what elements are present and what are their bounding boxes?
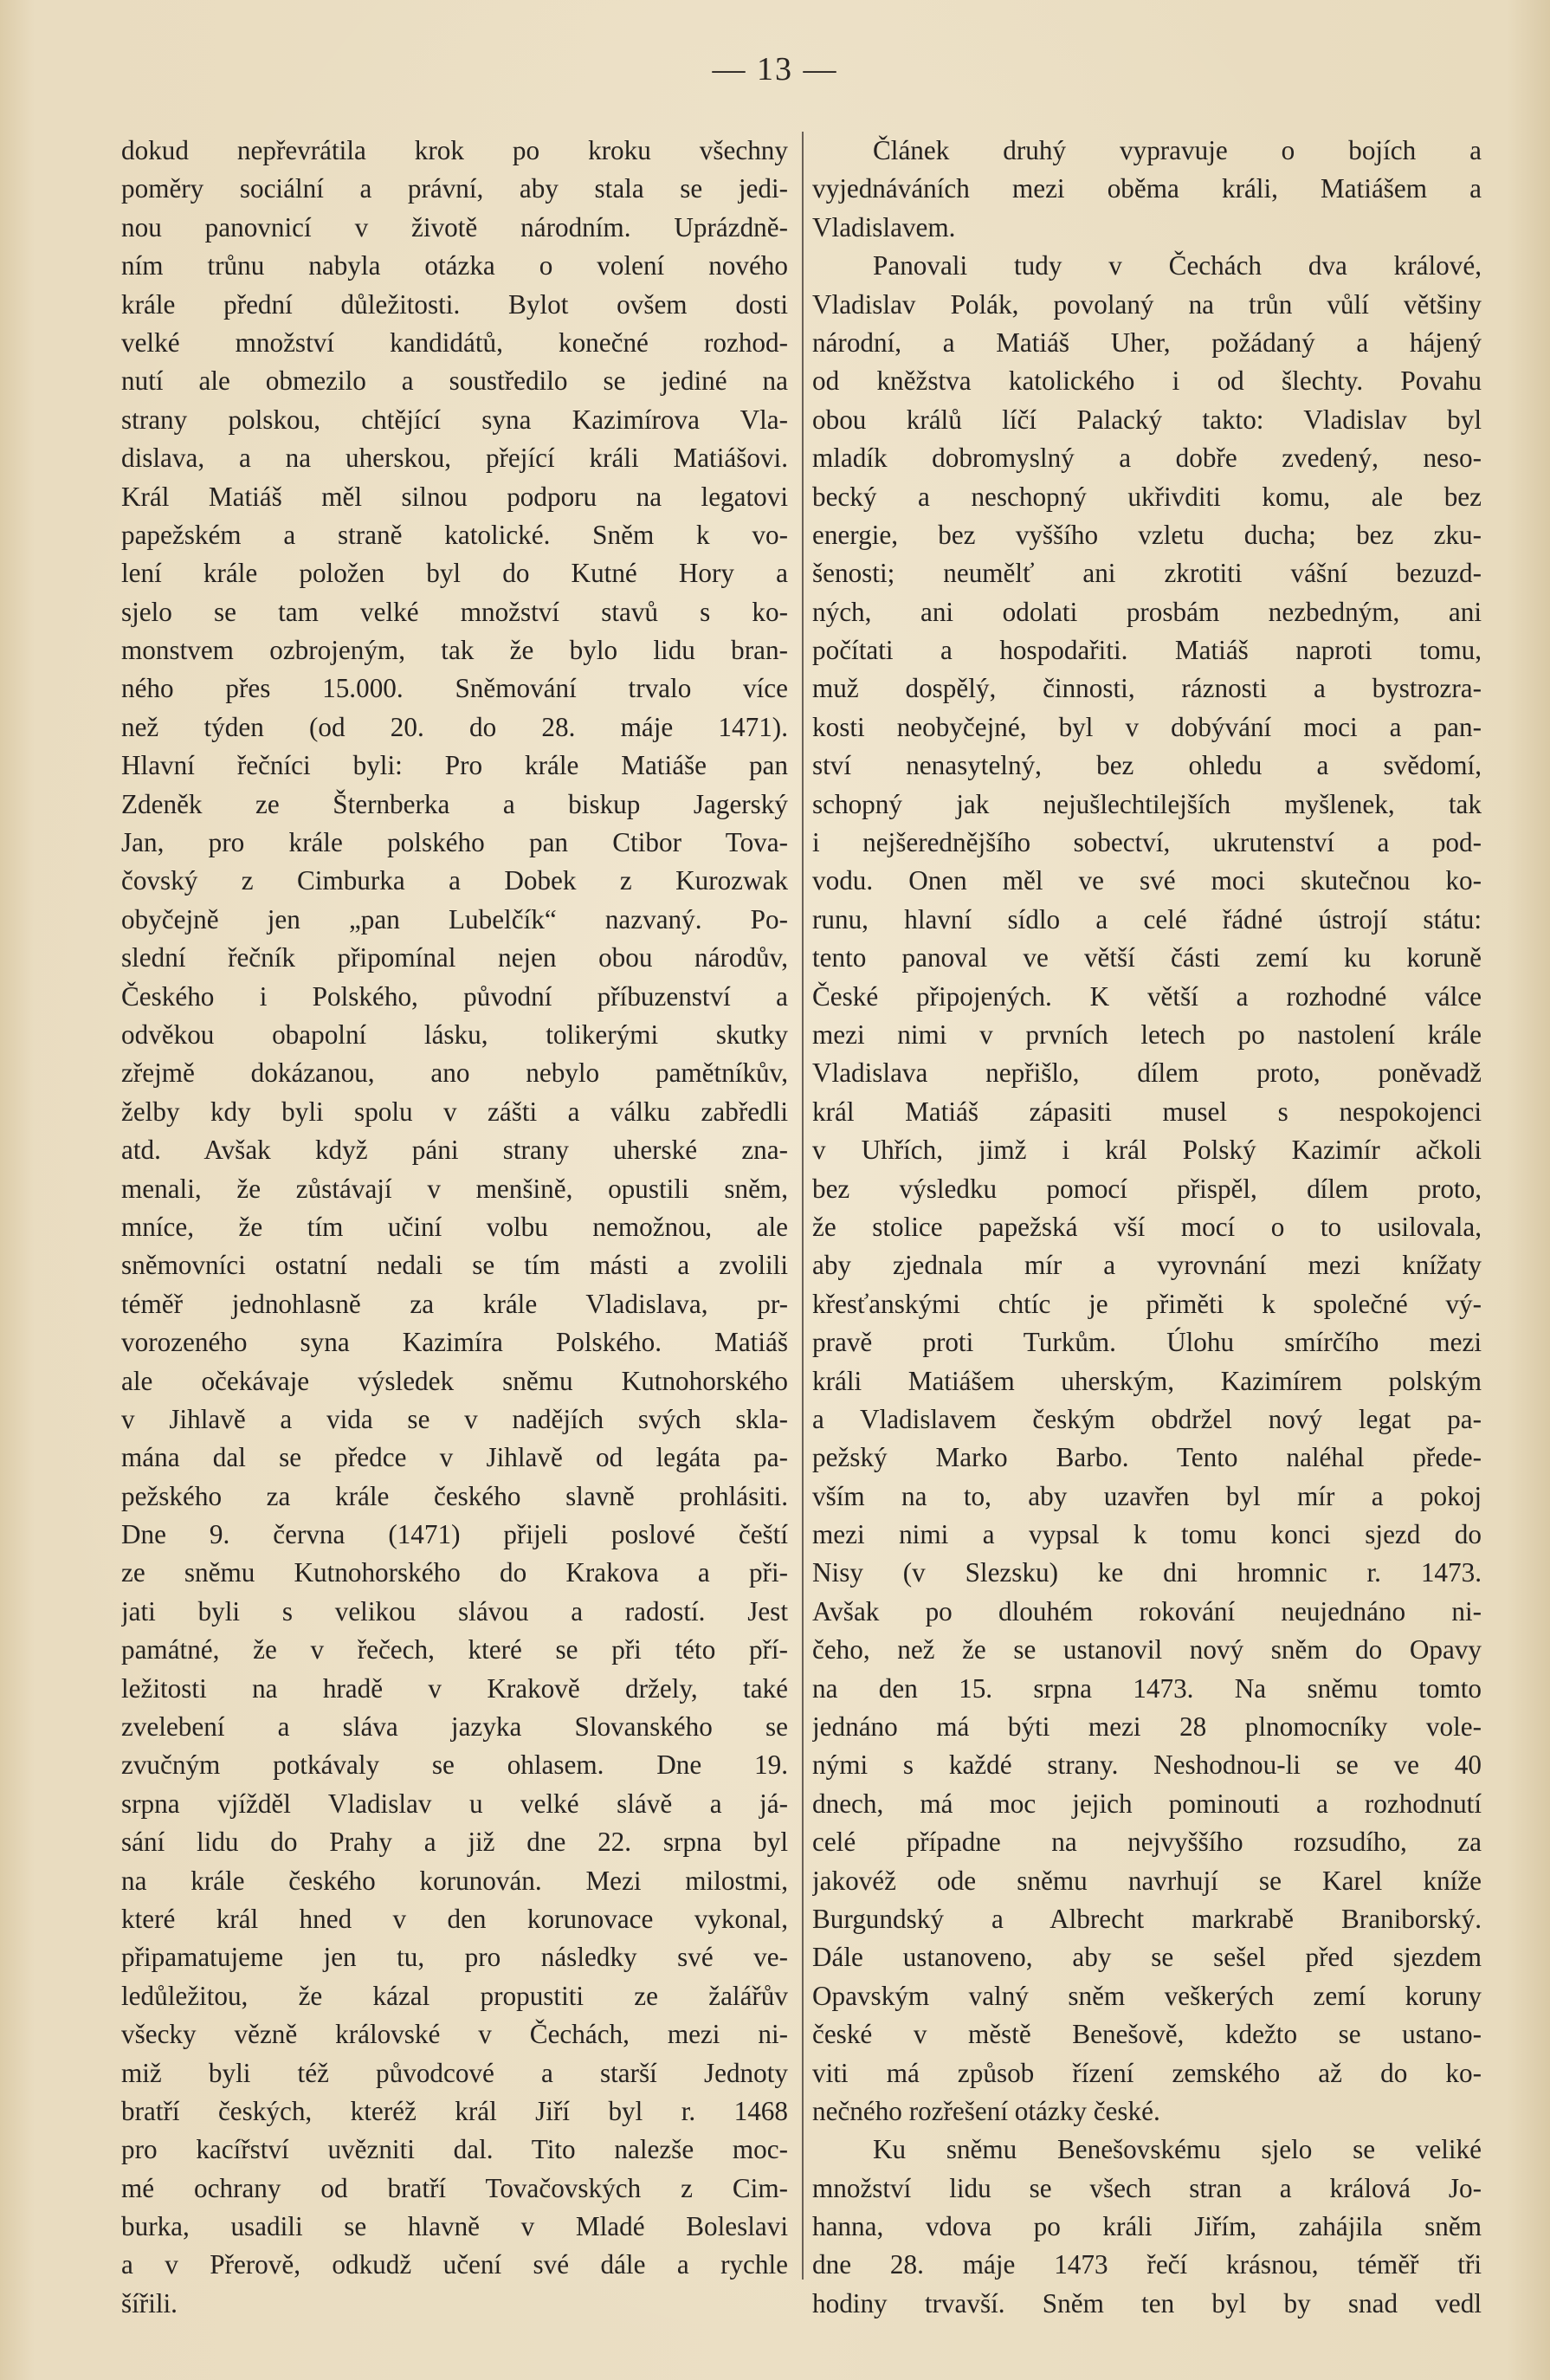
text-line: sjelo se tam velké množství stavů s ko- xyxy=(121,596,788,627)
text-line: viti má způsob řízení zemského až do ko- xyxy=(812,2057,1482,2088)
text-line: poměry sociální a právní, aby stala se jedi- xyxy=(121,173,788,204)
text-line: ných, ani odolati prosbám nezbedným, ani xyxy=(812,596,1482,627)
left-text-column xyxy=(121,132,788,2323)
text-line: bratří českých, kteréž král Jiří byl r. 1468 xyxy=(121,2095,788,2126)
text-line: pro kacířství uvězniti dal. Tito nalezše moc- xyxy=(121,2134,788,2165)
text-line: Českého i Polského, původní příbuzenství a xyxy=(121,980,788,1012)
text-line: dokud nepřevrátila krok po kroku všechny xyxy=(121,135,788,165)
text-line: mé ochrany od bratří Tovačovských z Cim- xyxy=(121,2172,788,2203)
text-line: bez výsledku pomocí přispěl, dílem proto, xyxy=(812,1173,1482,1204)
text-line: v Uhřích, jimž i král Polský Kazimír ačkoli xyxy=(812,1135,1482,1166)
text-line: nutí ale obmezilo a soustředilo se jediné na xyxy=(121,365,788,397)
text-line: české v městě Benešově, kdežto se ustano- xyxy=(812,2019,1482,2050)
text-line: téměř jednohlasně za krále Vladislava, pr- xyxy=(121,1288,788,1319)
text-line: připamatujeme jen tu, pro následky své ve- xyxy=(121,1942,788,1973)
text-line: miž byli též původcové a starší Jednoty xyxy=(121,2057,788,2088)
text-line: než týden (od 20. do 28. máje 1471). xyxy=(121,711,788,742)
text-line: burka, usadili se hlavně v Mladé Boleslavi xyxy=(121,2211,788,2242)
text-line: dnech, má moc jejich pominouti a rozhodnutí xyxy=(812,1788,1482,1819)
text-line: šířili. xyxy=(121,2287,178,2319)
text-line: a v Přerově, odkudž učení své dále a rychle xyxy=(121,2249,788,2280)
text-line: Opavským valný sněm veškerých zemí koruny xyxy=(812,1980,1482,2011)
text-line: i nejšerednějšího sobectví, ukrutenství a pod- xyxy=(812,827,1482,858)
text-line: krále přední důležitosti. Bylot ovšem dosti xyxy=(121,288,788,320)
text-line: Burgundský a Albrecht markrabě Braniborský. xyxy=(812,1903,1482,1934)
text-line: jakovéž ode sněmu navrhují se Karel kníže xyxy=(812,1865,1482,1896)
text-line: Nisy (v Slezsku) ke dni hromnic r. 1473. xyxy=(812,1557,1482,1588)
text-line: Vladislavem. xyxy=(812,211,956,243)
text-line: národní, a Matiáš Uher, požádaný a hájený xyxy=(812,327,1482,358)
text-line: Dne 9. června (1471) přijeli poslové čeští xyxy=(121,1519,788,1550)
text-line: pežský Marko Barbo. Tento naléhal přede- xyxy=(812,1442,1482,1473)
text-line: ale očekávaje výsledek sněmu Kutnohorského xyxy=(121,1365,788,1396)
text-line: vorozeného syna Kazimíra Polského. Matiáš xyxy=(121,1327,788,1358)
text-line: mána dal se předce v Jihlavě od legáta pa- xyxy=(121,1442,788,1473)
text-line: nou panovnicí v životě národním. Uprázdně- xyxy=(121,211,788,243)
text-line: na krále českého korunován. Mezi milostmi, xyxy=(121,1865,788,1896)
text-line: pravě proti Turkům. Úlohu smírčího mezi xyxy=(812,1327,1482,1358)
text-line: lení krále položen byl do Kutné Hory a xyxy=(121,558,788,589)
text-line: množství lidu se všech stran a králová Jo- xyxy=(812,2172,1482,2203)
text-line: jednáno má býti mezi 28 plnomocníky vole- xyxy=(812,1711,1482,1743)
text-line: Hlavní řečníci byli: Pro krále Matiáše pan xyxy=(121,750,788,781)
text-line: strany polskou, chtějící syna Kazimírova Vla- xyxy=(121,404,788,435)
text-line: pežského za krále českého slavně prohlásiti. xyxy=(121,1480,788,1511)
text-line: Vladislav Polák, povolaný na trůn vůlí většiny xyxy=(812,288,1482,320)
text-line: tento panoval ve větší části zemí ku koruně xyxy=(812,942,1482,973)
text-line: na den 15. srpna 1473. Na sněmu tomto xyxy=(812,1672,1482,1704)
text-line: Vladislava nepřišlo, dílem proto, poněvadž xyxy=(812,1057,1482,1089)
text-line: Jan, pro krále polského pan Ctibor Tova- xyxy=(121,827,788,858)
text-line: ledůležitou, že kázal propustiti ze žalářův xyxy=(121,1980,788,2011)
text-line: že stolice papežská vší mocí o to usilovala, xyxy=(812,1211,1482,1242)
text-line: odvěkou obapolní lásku, tolikerými skutky xyxy=(121,1019,788,1050)
text-line: králi Matiášem uherským, Kazimírem polským xyxy=(812,1365,1482,1396)
text-line: které král hned v den korunovace vykonal, xyxy=(121,1903,788,1934)
text-line: hanna, vdova po králi Jiřím, zahájila sněm xyxy=(812,2211,1482,2242)
text-line: Zdeněk ze Šternberka a biskup Jagerský xyxy=(121,788,788,819)
text-line: Panovali tudy v Čechách dva králové, xyxy=(873,250,1482,281)
text-line: sněmovníci ostatní nedali se tím másti a zvolili xyxy=(121,1250,788,1281)
text-line: hodiny trvavší. Sněm ten byl by snad vedl xyxy=(812,2287,1482,2319)
text-line: mníce, že tím učiní volbu nemožnou, ale xyxy=(121,1211,788,1242)
text-line: počítati a hospodařiti. Matiáš naproti tomu, xyxy=(812,635,1482,666)
text-line: České připojených. K větší a rozhodné válce xyxy=(812,980,1482,1012)
text-line: ného přes 15.000. Sněmování trvalo více xyxy=(121,673,788,704)
text-line: čovský z Cimburka a Dobek z Kurozwak xyxy=(121,865,788,896)
text-line: nečného rozřešení otázky české. xyxy=(812,2095,1160,2126)
text-line: všecky vězně královské v Čechách, mezi ni- xyxy=(121,2019,788,2050)
text-line: schopný jak nejušlechtilejších myšlenek, tak xyxy=(812,788,1482,819)
text-line: zřejmě dokázanou, ano nebylo pamětníkův, xyxy=(121,1057,788,1089)
text-line: mezi nimi a vypsal k tomu konci sjezd do xyxy=(812,1519,1482,1550)
text-line: mezi nimi v prvních letech po nastolení krále xyxy=(812,1019,1482,1050)
text-line: vším na to, aby uzavřen byl mír a pokoj xyxy=(812,1480,1482,1511)
text-line: dne 28. máje 1473 řečí krásnou, téměř tři xyxy=(812,2249,1482,2280)
text-line: zvučným potkávaly se ohlasem. Dne 19. xyxy=(121,1749,788,1781)
text-line: a Vladislavem českým obdržel nový legat pa- xyxy=(812,1403,1482,1434)
text-line: aby zjednala mír a vyrovnání mezi knížaty xyxy=(812,1250,1482,1281)
text-line: Článek druhý vypravuje o bojích a xyxy=(873,135,1482,165)
text-line: srpna vjížděl Vladislav u velké slávě a já- xyxy=(121,1788,788,1819)
text-line: zvelebení a sláva jazyka Slovanského se xyxy=(121,1711,788,1743)
text-line: šenosti; neumělť ani zkrotiti vášní bezuzd- xyxy=(812,558,1482,589)
text-line: runu, hlavní sídlo a celé řádné ústrojí státu: xyxy=(812,903,1482,935)
text-line: energie, bez vyššího vzletu ducha; bez zku- xyxy=(812,519,1482,550)
text-line: obyčejně jen „pan Lubelčík“ nazvaný. Po- xyxy=(121,903,788,935)
text-line: sání lidu do Prahy a již dne 22. srpna byl xyxy=(121,1827,788,1858)
text-line: nými s každé strany. Neshodnou-li se ve 40 xyxy=(812,1749,1482,1781)
text-line: Ku sněmu Benešovskému sjelo se veliké xyxy=(873,2134,1482,2165)
text-line: mladík dobromyslný a dobře zvedený, neso- xyxy=(812,443,1482,474)
text-line: velké množství kandidátů, konečné rozhod- xyxy=(121,327,788,358)
text-line: celé případne na nejvyššího rozsudího, za xyxy=(812,1827,1482,1858)
text-line: ze sněmu Kutnohorského do Krakova a při- xyxy=(121,1557,788,1588)
text-line: kosti neobyčejné, byl v dobývání moci a pan- xyxy=(812,711,1482,742)
text-line: becký a neschopný ukřivditi komu, ale bez xyxy=(812,481,1482,512)
text-line: čeho, než že se ustanovil nový sněm do Opavy xyxy=(812,1634,1482,1665)
text-line: slední řečník připomínal nejen obou národův, xyxy=(121,942,788,973)
text-line: menali, že zůstávají v menšině, opustili sněm, xyxy=(121,1173,788,1204)
text-line: obou králů líčí Palacký takto: Vladislav byl xyxy=(812,404,1482,435)
text-line: papežském a straně katolické. Sněm k vo- xyxy=(121,519,788,550)
text-line: Král Matiáš měl silnou podporu na legatovi xyxy=(121,481,788,512)
text-line: od kněžstva katolického i od šlechty. Povahu xyxy=(812,365,1482,397)
text-line: král Matiáš zápasiti musel s nespokojenci xyxy=(812,1096,1482,1127)
text-line: ním trůnu nabyla otázka o volení nového xyxy=(121,250,788,281)
text-line: Avšak po dlouhém rokování neujednáno ni- xyxy=(812,1595,1482,1627)
text-line: jati byli s velikou slávou a radostí. Jest xyxy=(121,1595,788,1627)
text-line: památné, že v řečech, které se při této pří- xyxy=(121,1634,788,1665)
text-line: vodu. Onen měl ve své moci skutečnou ko- xyxy=(812,865,1482,896)
text-line: křesťanskými chtíc je přiměti k společné vý- xyxy=(812,1288,1482,1319)
column-divider xyxy=(802,132,804,2280)
text-line: atd. Avšak když páni strany uherské zna- xyxy=(121,1135,788,1166)
text-line: dislava, a na uherskou, přející králi Matiášovi. xyxy=(121,443,788,474)
text-line: želby kdy byli spolu v zášti a válku zabředli xyxy=(121,1096,788,1127)
text-line: v Jihlavě a vida se v nadějích svých skla- xyxy=(121,1403,788,1434)
text-line: vyjednáváních mezi oběma králi, Matiášem a xyxy=(812,173,1482,204)
text-line: muž dospělý, činnosti, ráznosti a bystrozra- xyxy=(812,673,1482,704)
text-line: ležitosti na hradě v Krakově držely, také xyxy=(121,1672,788,1704)
text-line: monstvem ozbrojeným, tak že bylo lidu bran- xyxy=(121,635,788,666)
page-number: — 13 — xyxy=(712,51,838,87)
text-line: Dále ustanoveno, aby se sešel před sjezdem xyxy=(812,1942,1482,1973)
right-text-column xyxy=(812,132,1482,2323)
text-line: ství nenasytelný, bez ohledu a svědomí, xyxy=(812,750,1482,781)
